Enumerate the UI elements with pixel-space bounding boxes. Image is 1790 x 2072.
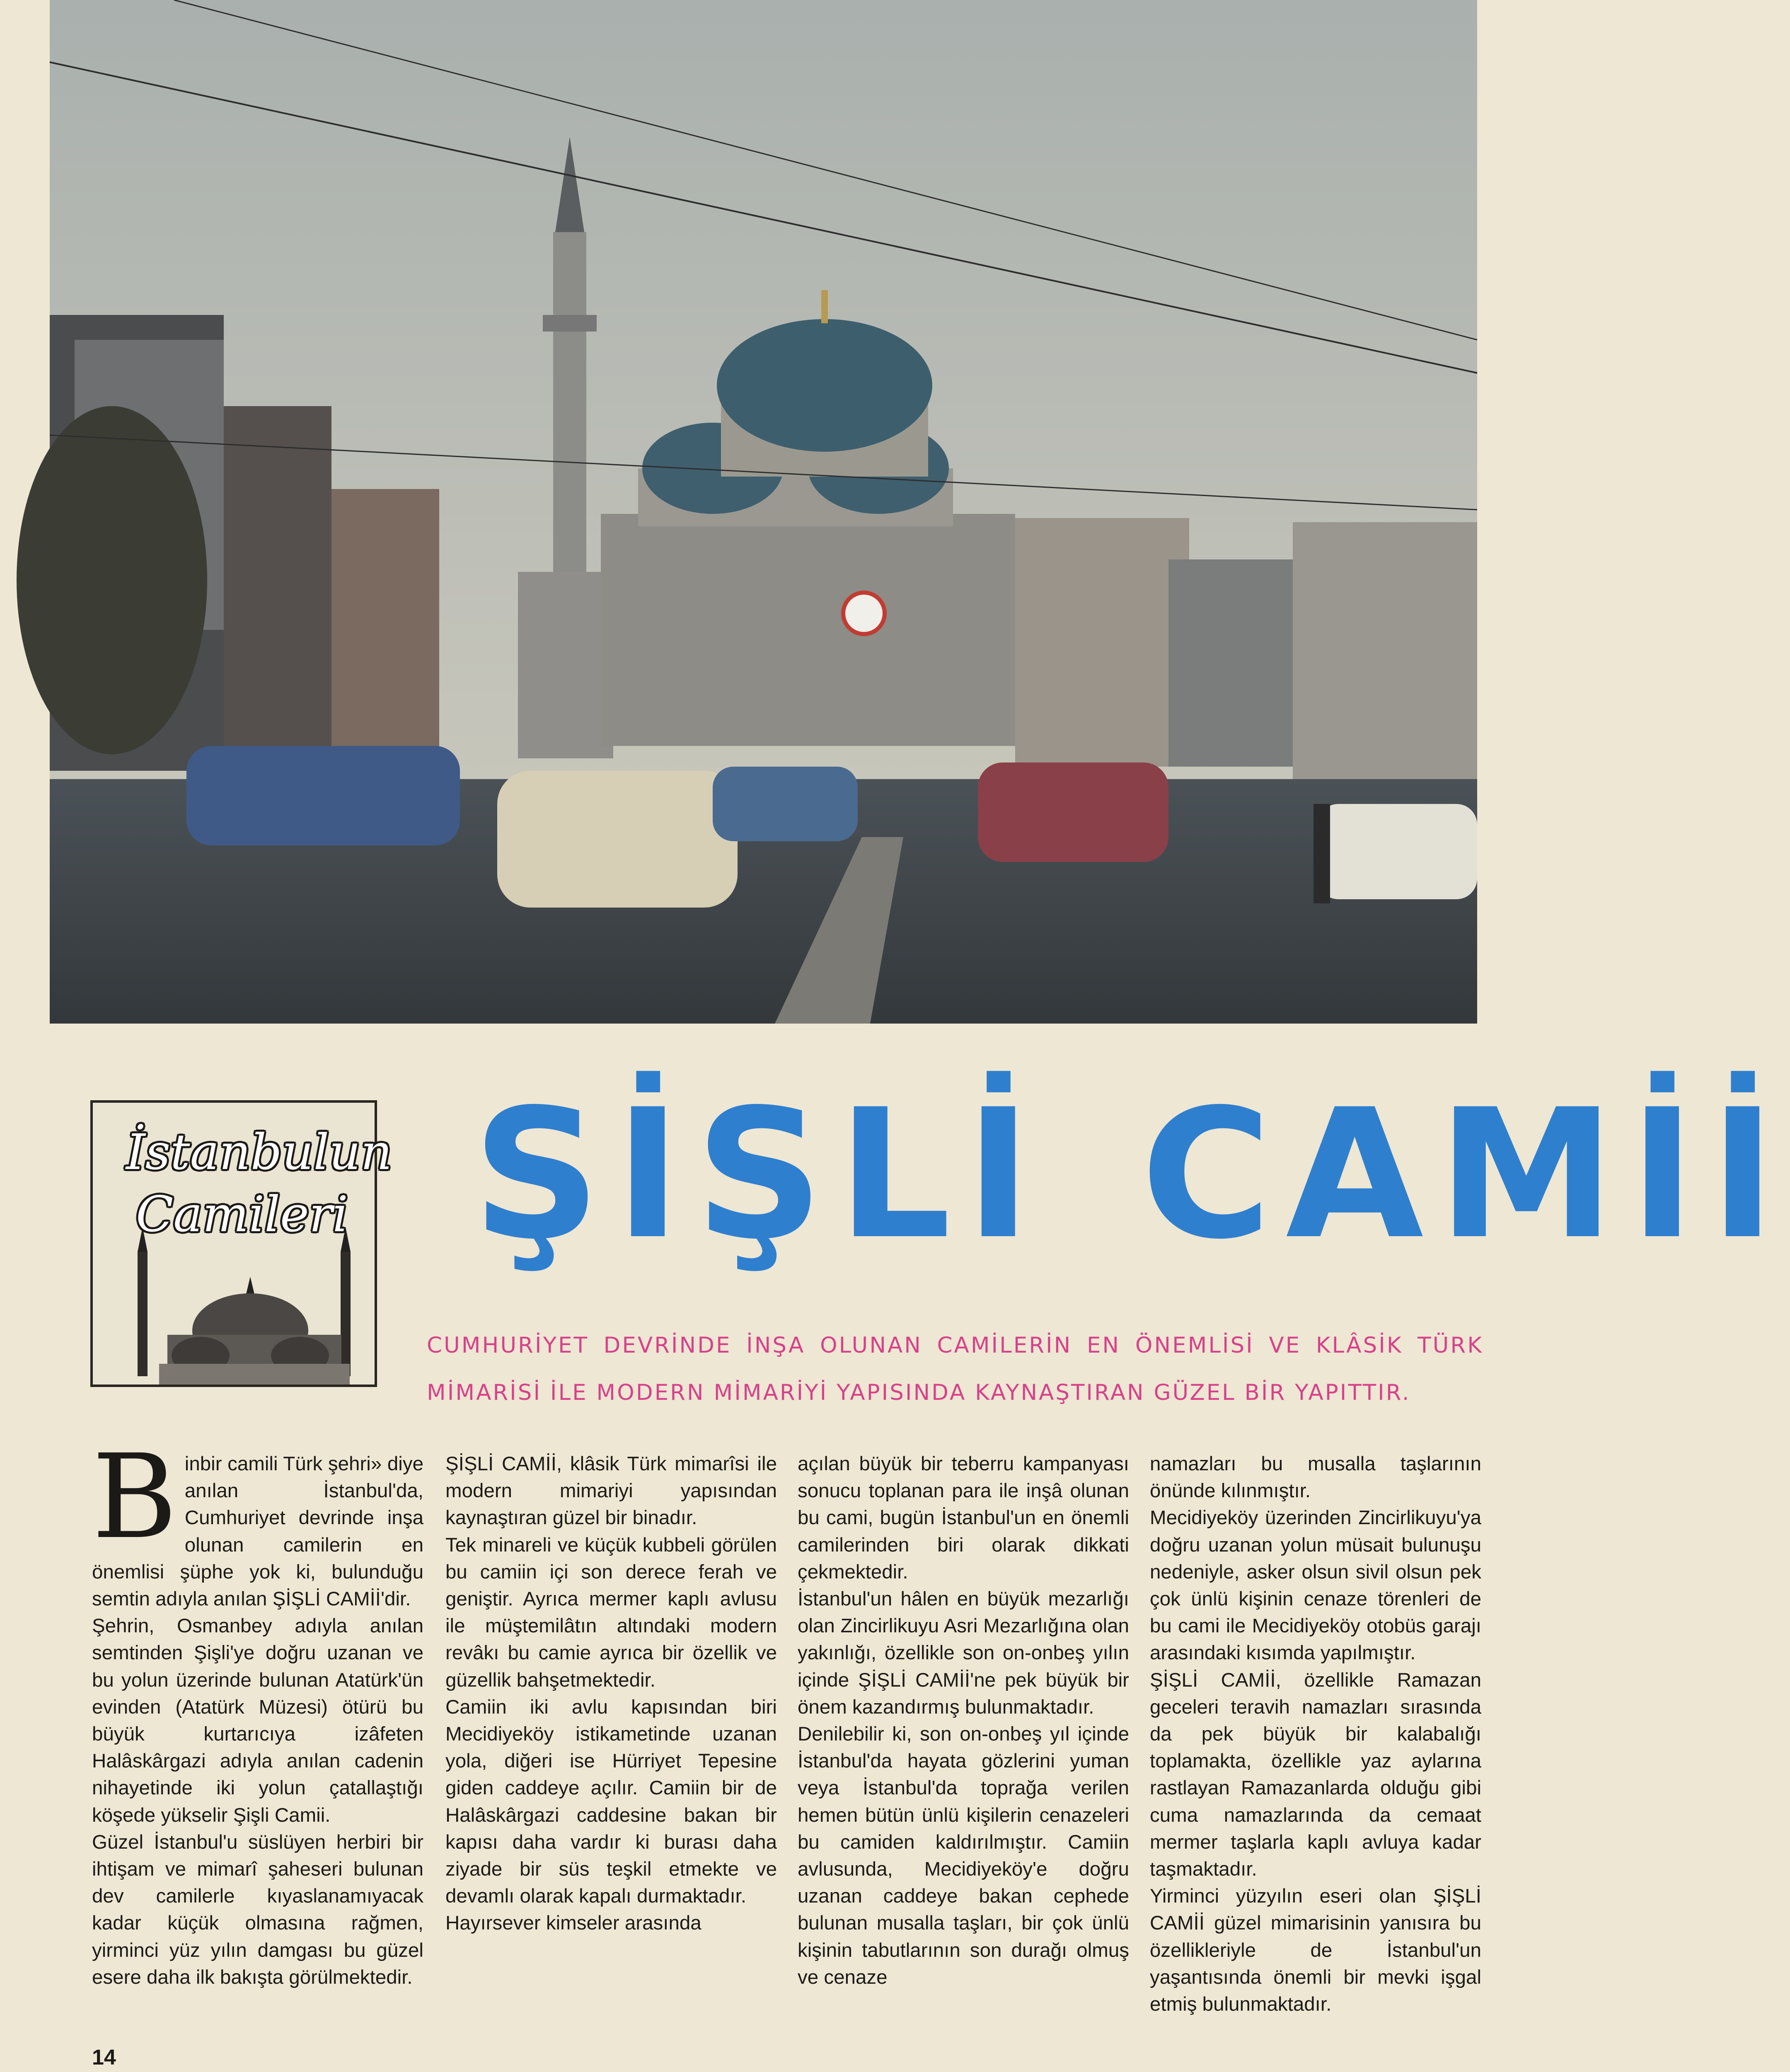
series-title-line1: İstanbulun — [126, 1123, 392, 1181]
mosque-street-photo — [50, 0, 1477, 1024]
title-part2: CAMİİ — [1141, 1071, 1790, 1278]
text-column-3 — [798, 1450, 1129, 1991]
article-subtitle: CUMHURİYET DEVRİNDE İNŞA OLUNAN CAMİLERİN EN ÖNEMLİSİ VE KLÂSİK TÜRK MİMARİSİ İLE MODERN MİMARİYİ YAPISINDA KAYNAŞTIRAN GÜZEL BİR YAPITTIR. — [427, 1333, 1483, 1405]
paragraph: namazları bu musalla taşlarının önünde kılınmıştır. — [1150, 1453, 1481, 1502]
paragraph: Camiin iki avlu kapısından biri Mecidiyeköy istikametinde uzanan yola, diğeri ise Hürriyet Tepesine giden caddeye açılır. Camiin bir de Halâskârgazi caddesine bakan bir kapısı daha vardır ki burası daha ziyade bir süs teşkil etmekte ve devamlı olarak kapalı durmaktadır. — [445, 1696, 777, 1907]
series-logo-istanbulun-camileri — [90, 1100, 392, 1387]
paragraph: İstanbul'un hâlen en büyük mezarlığı olan Zincirlikuyu Asri Mezarlığına olan yakınlığı, özellikle son on-onbeş yılın içinde ŞİŞLİ CAMİİ'ne pek büyük bir önem kazandırmış bulunmaktadır. — [798, 1588, 1129, 1718]
page-number: 14 — [92, 2045, 116, 2070]
paragraph: Şehrin, Osmanbey adıyla anılan semtinden Şişli'ye doğru uzanan ve bu yolun üzerinde bulunan Atatürk'ün evinden (Atatürk Müzesi) ötürü bu büyük kurtarıcıya izâfeten Halâskârgazi adıyla anılan cadenin nihayetinde iki yolun çatallaştığı köşede yükselir Şişli Camii. — [92, 1615, 423, 1826]
paragraph: Yirminci yüzyılın eseri olan ŞİŞLİ CAMİİ güzel mimarisinin yanısıra bu özellikleriyle de İstanbul'un yaşantısında önemli bir mevki işgal etmiş bulunmaktadır. — [1150, 1885, 1481, 2016]
paragraph: inbir camili Türk şehri» diye anılan İstanbul'da, Cumhuriyet devrinde inşa olunan camilerin en önemlisi şüphe yok ki, bulunduğu semtin adıyla anılan ŞİŞLİ CAMİİ'dir. — [92, 1453, 423, 1610]
paragraph: ŞİŞLİ CAMİİ, klâsik Türk mimarîsi ile modern mimariyi yapısından kaynaştıran güzel bir binadır. — [445, 1453, 777, 1529]
mosque-street-photo-icon — [50, 0, 1477, 1024]
paragraph: açılan büyük bir teberru kampanyası sonucu toplanan para ile inşâ olunan bu cami, bugün İstanbul'un en önemli camilerinden biri olarak dikkati çekmektedir. — [798, 1453, 1129, 1583]
paragraph: Mecidiyeköy üzerinden Zincirlikuyu'ya doğru uzanan yolun müsait bulunuşu nedeniyle, asker olsun sivil olsun pek çok ünlü kişinin cenaze törenleri de bu cami ile Mecidiyeköy otobüs garajı arasındaki kısımda yapılmıştır. — [1150, 1507, 1481, 1664]
paragraph: Denilebilir ki, son on-onbeş yıl içinde İstanbul'da hayata gözlerini yuman veya İstanbul'da toprağa verilen hemen bütün ünlü kişilerin cenazeleri bu camiden kaldırılmıştır. Camiin avlusunda, Mecidiyeköy'e doğru uzanan caddeye bakan cephede bulunan musalla taşları, bir çok ünlü kişinin tabutlarının son durağı olmuş ve cenaze — [798, 1723, 1129, 1988]
text-column-1 — [92, 1430, 423, 1991]
paragraph: ŞİŞLİ CAMİİ, özellikle Ramazan geceleri teravih namazları sırasında da pek büyük bir kalabalığı toplamakta, özellikle yaz aylarına rastlayan Ramazanlarda olduğu gibi cuma namazlarında da cemaat mermer taşlarla kaplı avluya kadar taşmaktadır. — [1150, 1669, 1481, 1881]
text-column-2 — [445, 1450, 777, 1937]
paragraph: Hayırsever kimseler arasında — [445, 1912, 701, 1934]
title-part1: ŞİŞLİ — [472, 1071, 1046, 1278]
paragraph: Tek minareli ve küçük kubbeli görülen bu camiin içi son derece ferah ve geniştir. Ayrıca mermer kaplı avlusu ile müştemilâtın altındaki modern revâkı bu camie ayrıca bir özellik ve güzellik bahşetmektedir. — [445, 1534, 777, 1691]
text-column-4 — [1150, 1450, 1481, 2018]
drop-cap: B — [92, 1430, 177, 1565]
article-title — [472, 1071, 1790, 1278]
series-title-line2: Camileri — [136, 1186, 348, 1243]
paragraph: Güzel İstanbul'u süslüyen herbiri bir ihtişam ve mimarî şaheseri bulunan dev camilerle kıyaslanamıyacak kadar küçük olmasına rağmen, yirminci yüz yılın damgası bu güzel esere daha ilk bakışta görülmektedir. — [92, 1831, 423, 1988]
